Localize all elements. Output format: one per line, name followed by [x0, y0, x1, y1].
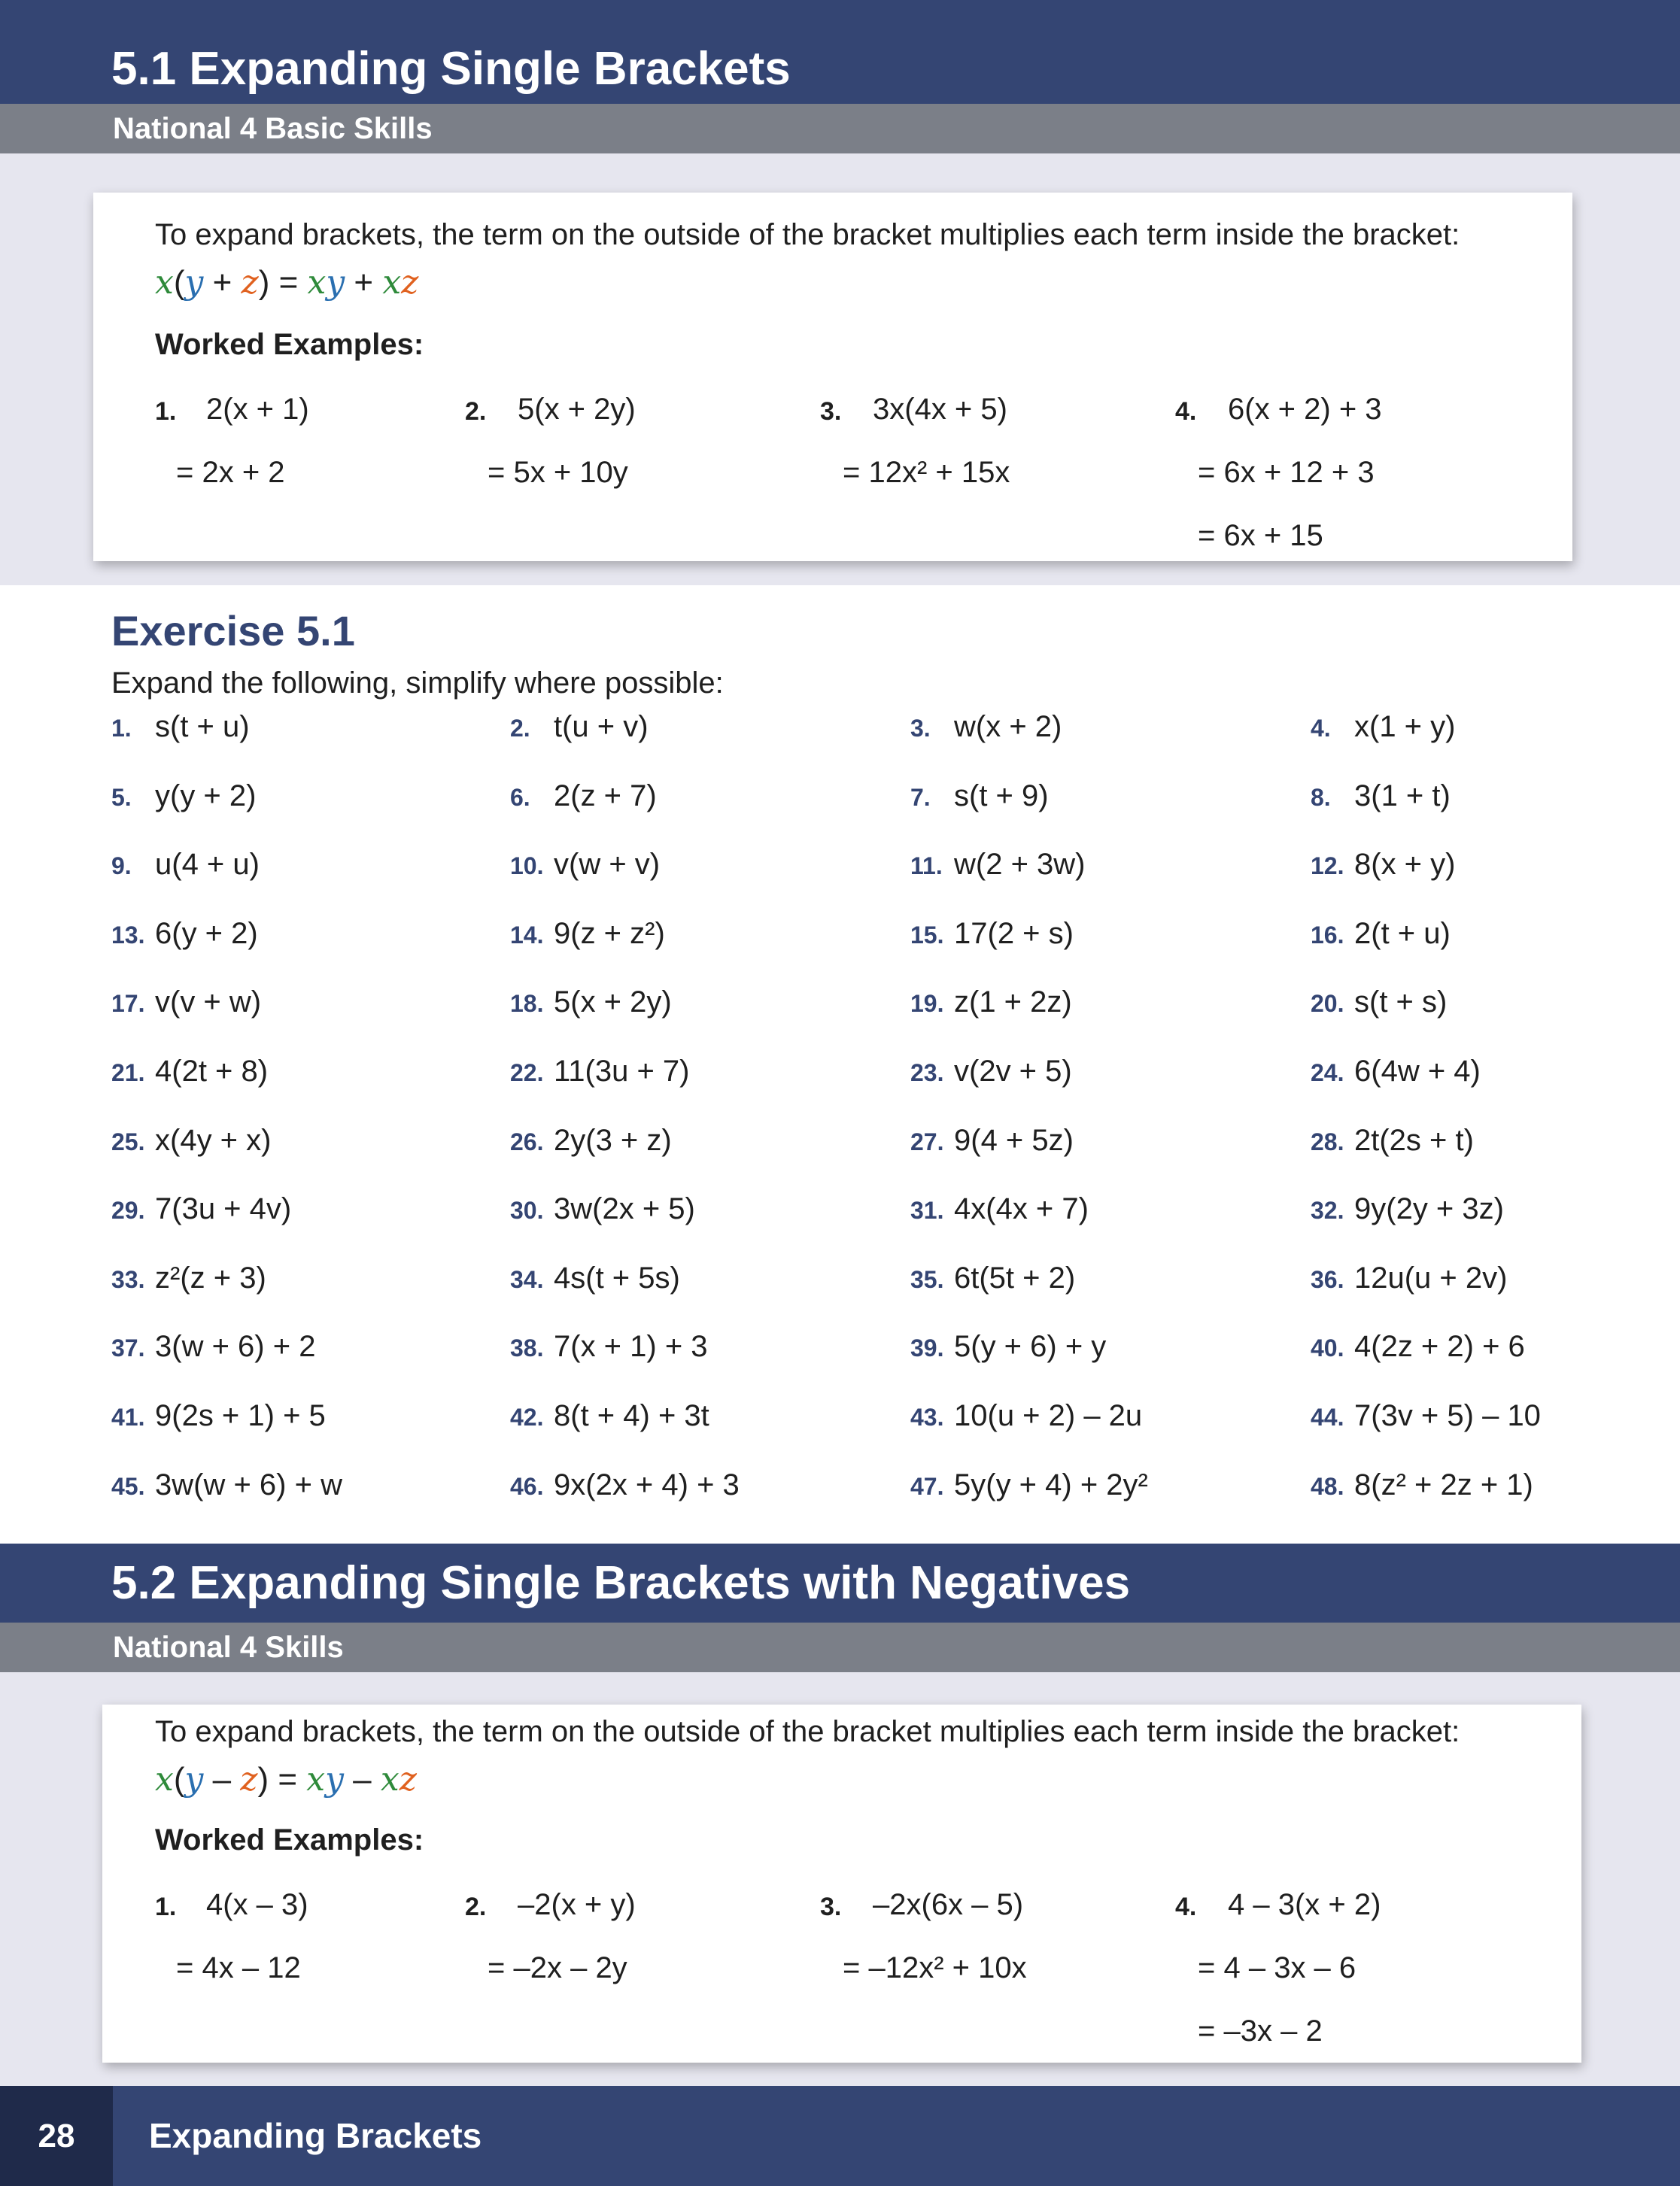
question-number: 22. — [510, 1059, 544, 1086]
exercise-question — [910, 1124, 1074, 1158]
exercise-question — [910, 848, 1086, 882]
question-number: 3. — [910, 715, 931, 742]
exercise-question — [910, 1330, 1106, 1364]
exercise-question — [510, 848, 660, 882]
question-expression: 11(3u + 7) — [554, 1055, 690, 1088]
question-expression: 17(2 + s) — [954, 917, 1074, 950]
worked-example-line: = –3x – 2 — [1198, 2014, 1323, 2048]
question-expression: w(2 + 3w) — [954, 848, 1086, 881]
worked-examples-card — [102, 1705, 1581, 2063]
exercise-question — [510, 1399, 709, 1433]
question-expression: z²(z + 3) — [155, 1262, 266, 1295]
exercise-question — [1311, 985, 1447, 1019]
question-expression: 5(x + 2y) — [554, 985, 672, 1019]
question-number: 37. — [111, 1334, 145, 1362]
formula — [155, 263, 418, 302]
question-number: 30. — [510, 1197, 544, 1224]
question-expression: 3w(w + 6) + w — [155, 1468, 342, 1501]
worked-example-number: 1. — [155, 1893, 177, 1921]
question-number: 15. — [910, 921, 944, 949]
question-expression: 2y(3 + z) — [554, 1124, 672, 1157]
question-expression: 8(x + y) — [1354, 848, 1456, 881]
question-number: 34. — [510, 1266, 544, 1293]
intro-text: To expand brackets, the term on the outside of the bracket multiplies each term inside the bracket: — [155, 1715, 1460, 1748]
formula-operator: + — [203, 264, 242, 301]
question-expression: 9(2s + 1) + 5 — [155, 1399, 326, 1432]
question-number: 18. — [510, 990, 544, 1017]
question-expression: v(2v + 5) — [954, 1055, 1072, 1088]
formula-inner-term-2: z — [241, 263, 259, 302]
exercise-question — [111, 779, 256, 813]
formula-equals: = — [269, 1761, 307, 1798]
question-expression: 4(2z + 2) + 6 — [1354, 1330, 1525, 1363]
question-number: 39. — [910, 1334, 944, 1362]
exercise-question — [910, 710, 1062, 744]
question-number: 38. — [510, 1334, 544, 1362]
question-number: 1. — [111, 715, 132, 742]
formula-inner-term-1: y — [184, 1760, 204, 1799]
exercise-question — [1311, 1330, 1525, 1364]
question-number: 43. — [910, 1404, 944, 1431]
question-expression: 9y(2y + 3z) — [1354, 1192, 1504, 1225]
exercise-question — [111, 1330, 315, 1364]
exercise-question — [510, 917, 665, 951]
question-number: 48. — [1311, 1473, 1344, 1500]
worked-example-line: = –12x² + 10x — [843, 1951, 1027, 1984]
exercise-question — [1311, 1055, 1481, 1088]
exercise-question — [910, 1468, 1148, 1502]
question-expression: v(w + v) — [554, 848, 661, 881]
question-expression: 4(2t + 8) — [155, 1055, 269, 1088]
question-number: 27. — [910, 1128, 944, 1155]
section-title: 5.2 Expanding Single Brackets with Negatives — [111, 1557, 1131, 1609]
question-number: 2. — [510, 715, 530, 742]
question-number: 19. — [910, 990, 944, 1017]
question-expression: 5(y + 6) + y — [954, 1330, 1107, 1363]
question-expression: w(x + 2) — [954, 710, 1062, 743]
worked-example-number: 1. — [155, 397, 177, 426]
formula — [155, 1760, 417, 1799]
worked-example-line: 3x(4x + 5) — [873, 393, 1007, 426]
exercise-question — [510, 1192, 695, 1226]
formula-equals: = — [269, 264, 308, 301]
exercise-question — [510, 710, 649, 744]
exercise-question — [910, 779, 1049, 813]
question-number: 35. — [910, 1266, 944, 1293]
worked-example-number: 4. — [1175, 397, 1197, 426]
question-number: 25. — [111, 1128, 145, 1155]
question-number: 29. — [111, 1197, 145, 1224]
question-number: 13. — [111, 921, 145, 949]
question-number: 12. — [1311, 852, 1344, 879]
question-expression: 9(4 + 5z) — [954, 1124, 1074, 1157]
worked-example-line: = 6x + 15 — [1198, 519, 1323, 552]
page-number: 28 — [38, 2118, 75, 2154]
worked-example-number: 3. — [820, 397, 842, 426]
exercise-instruction: Expand the following, simplify where possible: — [111, 666, 724, 700]
section-subtitle: National 4 Basic Skills — [113, 112, 433, 145]
exercise-question — [1311, 1262, 1507, 1295]
question-number: 8. — [1311, 784, 1331, 811]
exercise-question — [510, 779, 657, 813]
exercise-question — [1311, 1124, 1474, 1158]
question-expression: t(u + v) — [554, 710, 649, 743]
worked-example-line: 4(x – 3) — [206, 1888, 308, 1921]
formula-outer-term: x — [155, 263, 174, 302]
question-expression: 3w(2x + 5) — [554, 1192, 695, 1225]
formula-result-2: xz — [380, 1760, 417, 1799]
question-number: 33. — [111, 1266, 145, 1293]
question-number: 17. — [111, 990, 145, 1017]
question-number: 47. — [910, 1473, 944, 1500]
formula-close-bracket: ) — [257, 1761, 269, 1798]
worked-example-line: = –2x – 2y — [488, 1951, 627, 1984]
exercise-question — [111, 1192, 291, 1226]
exercise-question — [111, 917, 258, 951]
formula-open-bracket: ( — [173, 264, 185, 301]
worked-example-line: 2(x + 1) — [206, 393, 309, 426]
question-number: 28. — [1311, 1128, 1344, 1155]
question-number: 7. — [910, 784, 931, 811]
question-number: 42. — [510, 1404, 544, 1431]
question-expression: 3(w + 6) + 2 — [155, 1330, 316, 1363]
exercise-question — [510, 985, 672, 1019]
exercise-question — [111, 985, 261, 1019]
formula-result-1: xy — [306, 1760, 344, 1799]
worked-example-line: 5(x + 2y) — [518, 393, 636, 426]
question-number: 6. — [510, 784, 530, 811]
question-number: 4. — [1311, 715, 1331, 742]
question-expression: 6t(5t + 2) — [954, 1262, 1076, 1295]
question-expression: 8(z² + 2z + 1) — [1354, 1468, 1533, 1501]
exercise-question — [910, 1399, 1142, 1433]
question-expression: 12u(u + 2v) — [1354, 1262, 1508, 1295]
question-expression: x(1 + y) — [1354, 710, 1456, 743]
formula-result-1: xy — [307, 263, 345, 302]
exercise-question — [910, 917, 1074, 951]
question-number: 40. — [1311, 1334, 1344, 1362]
question-number: 9. — [111, 852, 132, 879]
question-number: 23. — [910, 1059, 944, 1086]
exercise-question — [111, 1399, 326, 1433]
question-expression: 8(t + 4) + 3t — [554, 1399, 709, 1432]
exercise-question — [111, 1262, 266, 1295]
exercise-question — [111, 710, 250, 744]
question-expression: u(4 + u) — [155, 848, 260, 881]
worked-example-number: 2. — [465, 1893, 487, 1921]
exercise-question — [111, 1124, 271, 1158]
question-expression: 6(4w + 4) — [1354, 1055, 1481, 1088]
formula-outer-term: x — [155, 1760, 174, 1799]
worked-example-number: 4. — [1175, 1893, 1197, 1921]
question-expression: 6(y + 2) — [155, 917, 258, 950]
exercise-question — [1311, 1192, 1504, 1226]
question-expression: 2(t + u) — [1354, 917, 1451, 950]
exercise-question — [510, 1262, 680, 1295]
exercise-question — [510, 1468, 740, 1502]
question-expression: 7(x + 1) + 3 — [554, 1330, 708, 1363]
formula-close-bracket: ) — [258, 264, 270, 301]
section-title: 5.1 Expanding Single Brackets — [111, 43, 791, 95]
exercise-question — [910, 985, 1072, 1019]
exercise-question — [111, 848, 260, 882]
worked-examples-heading: Worked Examples: — [155, 1823, 424, 1857]
worked-example-number: 2. — [465, 397, 487, 426]
exercise-question — [1311, 710, 1455, 744]
question-expression: 5y(y + 4) + 2y² — [954, 1468, 1148, 1501]
formula-inner-term-1: y — [184, 263, 204, 302]
exercise-question — [1311, 779, 1451, 813]
worked-example-line: = 2x + 2 — [176, 456, 285, 489]
exercise-question — [910, 1192, 1089, 1226]
question-number: 32. — [1311, 1197, 1344, 1224]
question-expression: 2(z + 7) — [554, 779, 657, 812]
question-expression: y(y + 2) — [155, 779, 257, 812]
exercise-question — [111, 1468, 342, 1502]
section-subtitle: National 4 Skills — [113, 1631, 344, 1664]
question-expression: 9x(2x + 4) + 3 — [554, 1468, 740, 1501]
question-number: 36. — [1311, 1266, 1344, 1293]
question-expression: x(4y + x) — [155, 1124, 272, 1157]
exercise-question — [510, 1330, 708, 1364]
question-expression: 7(3v + 5) – 10 — [1354, 1399, 1541, 1432]
question-number: 20. — [1311, 990, 1344, 1017]
question-number: 45. — [111, 1473, 145, 1500]
question-number: 11. — [910, 852, 943, 879]
exercise-question — [1311, 1468, 1533, 1502]
worked-example-line: 4 – 3(x + 2) — [1228, 1888, 1381, 1921]
question-expression: 2t(2s + t) — [1354, 1124, 1474, 1157]
exercise-question — [510, 1124, 672, 1158]
question-expression: 9(z + z²) — [554, 917, 665, 950]
question-number: 14. — [510, 921, 544, 949]
exercise-question — [111, 1055, 268, 1088]
worked-example-number: 3. — [820, 1893, 842, 1921]
worked-example-line: = 6x + 12 + 3 — [1198, 456, 1375, 489]
worked-example-line: = 4x – 12 — [176, 1951, 301, 1984]
question-number: 21. — [111, 1059, 145, 1086]
question-number: 46. — [510, 1473, 544, 1500]
exercise-question — [1311, 848, 1455, 882]
exercise-question — [1311, 917, 1451, 951]
question-number: 16. — [1311, 921, 1344, 949]
formula-open-bracket: ( — [173, 1761, 185, 1798]
formula-result-operator: – — [343, 1761, 381, 1798]
question-expression: 3(1 + t) — [1354, 779, 1451, 812]
chapter-title: Expanding Brackets — [149, 2116, 482, 2155]
exercise-title: Exercise 5.1 — [111, 607, 355, 654]
worked-example-line: = 12x² + 15x — [843, 456, 1010, 489]
exercise-question — [1311, 1399, 1541, 1433]
question-expression: v(v + w) — [155, 985, 262, 1019]
question-number: 44. — [1311, 1404, 1344, 1431]
question-number: 10. — [510, 852, 544, 879]
question-number: 26. — [510, 1128, 544, 1155]
question-number: 5. — [111, 784, 132, 811]
worked-example-line: 6(x + 2) + 3 — [1228, 393, 1382, 426]
question-expression: z(1 + 2z) — [954, 985, 1072, 1019]
question-expression: 4s(t + 5s) — [554, 1262, 680, 1295]
worked-example-line: = 4 – 3x – 6 — [1198, 1951, 1356, 1984]
worked-example-line: –2x(6x – 5) — [873, 1888, 1024, 1921]
question-expression: s(t + u) — [155, 710, 250, 743]
question-number: 41. — [111, 1404, 145, 1431]
worked-examples-heading: Worked Examples: — [155, 328, 424, 361]
question-expression: 4x(4x + 7) — [954, 1192, 1089, 1225]
question-number: 31. — [910, 1197, 944, 1224]
question-expression: 10(u + 2) – 2u — [954, 1399, 1143, 1432]
question-expression: s(t + 9) — [954, 779, 1049, 812]
intro-text: To expand brackets, the term on the outside of the bracket multiplies each term inside the bracket: — [155, 218, 1460, 251]
formula-result-2: xz — [382, 263, 419, 302]
formula-result-operator: + — [345, 264, 383, 301]
worked-example-line: = 5x + 10y — [488, 456, 628, 489]
exercise-question — [910, 1055, 1072, 1088]
formula-inner-term-2: z — [240, 1760, 258, 1799]
formula-operator: – — [203, 1761, 241, 1798]
exercise-question — [910, 1262, 1075, 1295]
question-number: 24. — [1311, 1059, 1344, 1086]
question-expression: s(t + s) — [1354, 985, 1448, 1019]
exercise-question — [510, 1055, 690, 1088]
worked-example-line: –2(x + y) — [518, 1888, 636, 1921]
question-expression: 7(3u + 4v) — [155, 1192, 292, 1225]
